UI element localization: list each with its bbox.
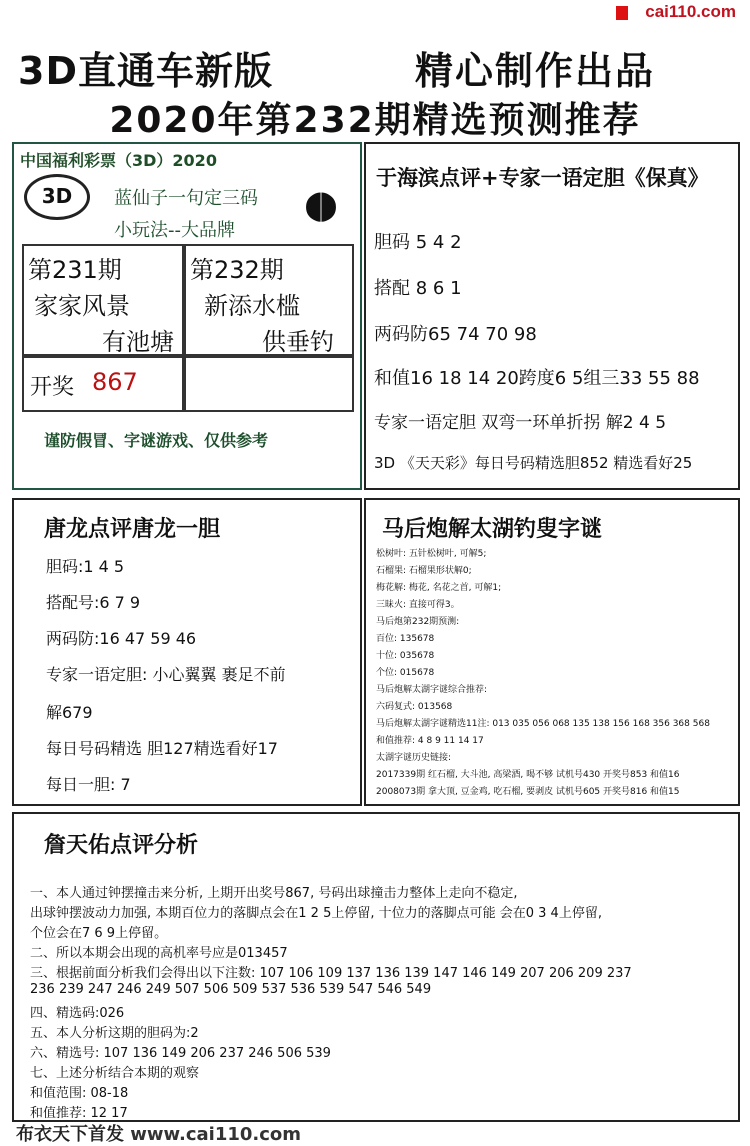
- yu-line: 3D 《天天彩》每日号码精选胆852 精选看好25: [374, 454, 693, 472]
- yu-line: 搭配 8 6 1: [374, 278, 462, 299]
- zhan-line: 和值范围: 08-18: [30, 1086, 129, 1101]
- site-logo[interactable]: cai110.com: [645, 2, 736, 21]
- tang-line: 解679: [46, 703, 93, 722]
- period-231-line1: 家家风景: [34, 292, 130, 320]
- tang-line: 每日号码精选 胆127精选看好17: [46, 739, 278, 758]
- zhan-line: 个位会在7 6 9上停留。: [30, 926, 168, 941]
- tang-long-panel: [12, 498, 362, 806]
- period-231-line2: 有池塘: [102, 328, 174, 356]
- riddle-line: 和值推荐: 4 8 9 11 14 17: [376, 736, 484, 746]
- tang-line: 胆码:1 4 5: [46, 557, 125, 576]
- zhan-tianyou-panel: [12, 812, 740, 1122]
- tang-line: 专家一语定胆: 小心翼翼 裹足不前: [46, 665, 286, 684]
- zhan-line: 三、根据前面分析我们会得出以下注数: 107 106 109 137 136 139 147 146 149 207 206 209 237: [30, 966, 632, 981]
- zhan-line: 和值推荐: 12 17: [30, 1106, 128, 1121]
- riddle-line: 2017339期 红石榴, 大斗池, 高梁酒, 喝不够 试机号430 开奖号853 和值16: [376, 770, 680, 780]
- zhan-line: 出球钟摆波动力加强, 本期百位力的落脚点会在1 2 5上停留, 十位力的落脚点可能 会在0 3 4上停留,: [30, 906, 602, 921]
- draw-label: 开奖: [30, 375, 75, 400]
- zhan-title: 詹天佑点评分析: [44, 833, 199, 858]
- slogan-1: 蓝仙子一句定三码: [114, 188, 258, 209]
- yu-haibin-panel: [364, 142, 740, 490]
- riddle-line: 马后炮第232期预测:: [376, 617, 460, 627]
- flag-icon: [616, 6, 628, 20]
- riddle-line: 太湖字谜历史链接:: [376, 753, 452, 763]
- zhan-line: 五、本人分析这期的胆码为:2: [30, 1026, 199, 1041]
- riddle-panel: [364, 498, 740, 806]
- yu-haibin-title: 于海滨点评+专家一语定胆《保真》: [376, 166, 709, 190]
- riddle-line: 2008073期 拿大顶, 豆金鸡, 吃石榴, 要剥皮 试机号605 开奖号816 和值15: [376, 787, 680, 797]
- period-232-title: 第232期: [190, 256, 284, 284]
- draw-value: 867: [92, 368, 138, 396]
- riddle-line: 三昧火: 直接可得3。: [376, 600, 460, 610]
- period-232-line1: 新添水槛: [204, 292, 300, 320]
- period-231-title: 第231期: [28, 256, 122, 284]
- zhan-line: 二、所以本期会出现的高机率号应是013457: [30, 946, 288, 961]
- yu-line: 胆码 5 4 2: [374, 232, 462, 253]
- 3d-logo-icon: 3D: [24, 174, 90, 220]
- riddle-title: 马后炮解太湖钓叟字谜: [382, 517, 603, 542]
- riddle-line: 六码复式: 013568: [376, 702, 453, 712]
- riddle-line: 石榴果: 石榴果形状解0;: [376, 566, 472, 576]
- header-right: 精心制作出品: [415, 49, 656, 93]
- tang-line: 搭配号:6 7 9: [46, 593, 141, 612]
- riddle-line: 马后炮解太湖字谜综合推荐:: [376, 685, 488, 695]
- period-231-cell: [22, 244, 184, 356]
- disclaimer: 谨防假冒、字谜游戏、仅供参考: [44, 431, 269, 450]
- footer: [16, 1120, 301, 1146]
- riddle-line: 百位: 135678: [376, 634, 435, 644]
- zhan-line: 一、本人通过钟摆撞击来分析, 上期开出奖号867, 号码出球撞击力整体上走向不稳定,: [30, 886, 518, 901]
- tang-line: 两码防:16 47 59 46: [46, 629, 197, 648]
- riddle-line: 马后炮解太湖字谜精选11注: 013 035 056 068 135 138 156 168 356 368 568: [376, 719, 710, 729]
- riddle-line: 松树叶: 五针松树叶, 可解5;: [376, 549, 487, 559]
- empty-cell: [184, 356, 354, 412]
- zhan-line: 七、上述分析结合本期的观察: [30, 1066, 200, 1081]
- period-232-line2: 供垂钓: [262, 328, 334, 356]
- slogan-2: 小玩法--大品牌: [114, 220, 235, 241]
- lottery-card: [12, 142, 362, 490]
- riddle-line: 个位: 015678: [376, 668, 435, 678]
- footer-text: 布衣天下首发: [16, 1124, 124, 1145]
- cp-logo-icon: ◖◗: [304, 182, 333, 226]
- footer-url[interactable]: www.cai110.com: [130, 1124, 302, 1145]
- page-title: 2020年第232期精选预测推荐: [109, 100, 641, 141]
- header-left: 3D直通车新版: [18, 49, 273, 93]
- riddle-line: 梅花解: 梅花, 名花之首, 可解1;: [376, 583, 502, 593]
- draw-cell: [22, 356, 184, 412]
- yu-line: 两码防65 74 70 98: [374, 324, 537, 345]
- yu-line: 和值16 18 14 20跨度6 5组三33 55 88: [374, 368, 700, 389]
- tang-line: 每日一胆: 7: [46, 775, 131, 794]
- yu-line: 专家一语定胆 双弯一环单折拐 解2 4 5: [374, 413, 667, 433]
- period-232-cell: [184, 244, 354, 356]
- zhan-line: 236 239 247 246 249 507 506 509 537 536 539 547 546 549: [30, 982, 432, 997]
- zhan-line: 六、精选号: 107 136 149 206 237 246 506 539: [30, 1046, 331, 1061]
- lottery-head: 中国福利彩票（3D）2020: [20, 151, 217, 170]
- tang-long-title: 唐龙点评唐龙一胆: [44, 517, 221, 542]
- riddle-line: 十位: 035678: [376, 651, 435, 661]
- zhan-line: 四、精选码:026: [30, 1006, 125, 1021]
